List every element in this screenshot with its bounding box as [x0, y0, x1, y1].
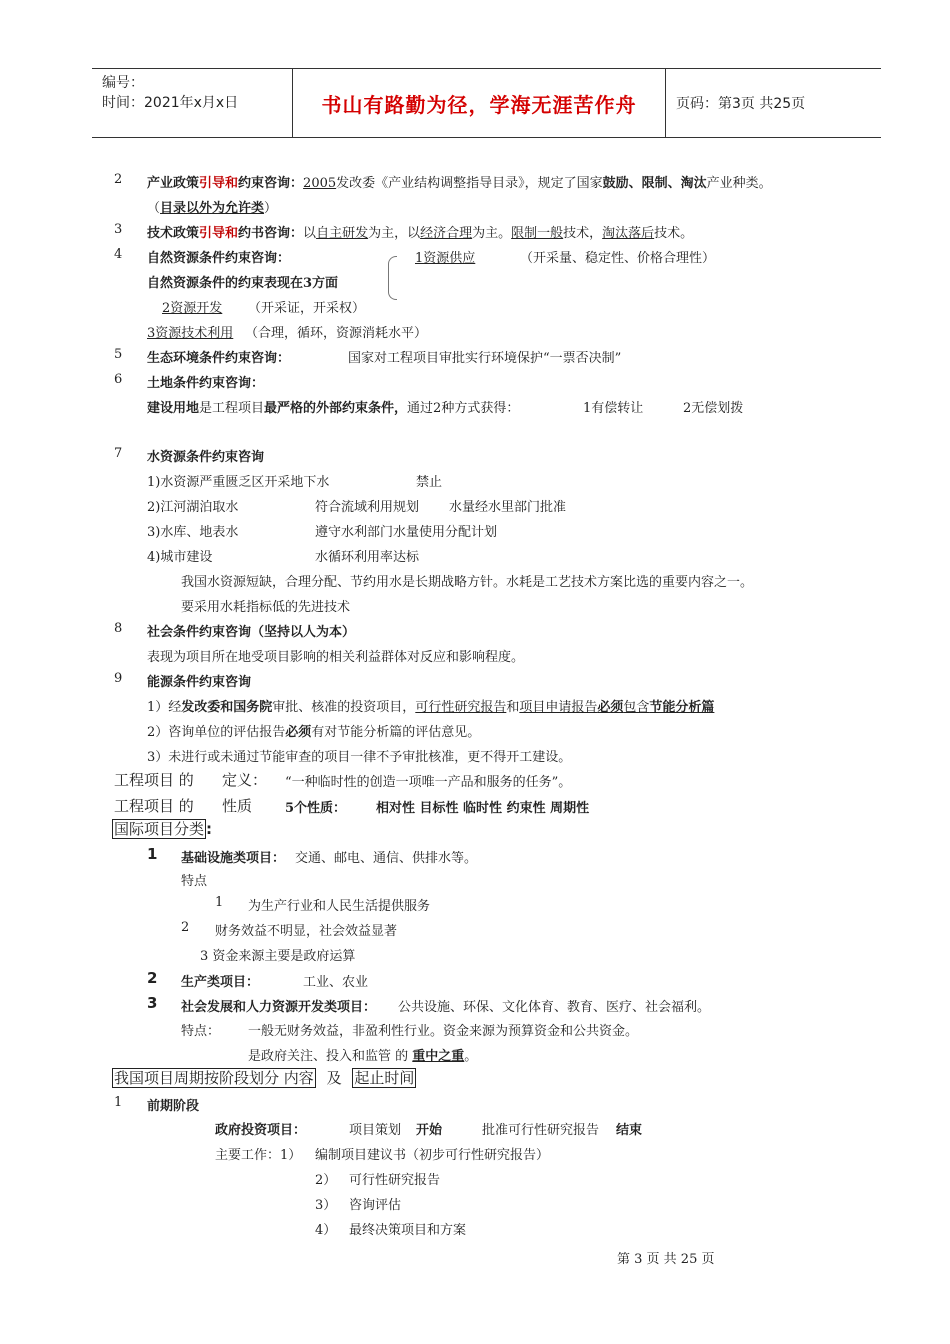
definition-label: 工程项目 的 [114, 771, 194, 789]
main-work-1: 编制项目建议书（初步可行性研究报告） [315, 1148, 550, 1163]
cycle-phase-title: 前期阶段 [147, 1099, 200, 1114]
natural-resources-title: 自然资源条件约束咨询： [147, 251, 291, 266]
header-meta-cell [92, 69, 293, 137]
resource-item-2-note: （开采证，开采权） [248, 301, 366, 316]
page-footer: 第 3 页 共 25 页 [617, 1252, 715, 1267]
gov-start-item: 项目策划 [349, 1123, 402, 1138]
section-number: 6 [114, 372, 123, 387]
intl-item-2-number: 2 [147, 969, 158, 987]
brace-bracket [388, 256, 397, 300]
main-work-4-number: 4） [315, 1223, 337, 1238]
intl-feature-label: 特点 [181, 874, 208, 889]
land-title: 土地条件约束咨询： [147, 376, 265, 391]
water-title: 水资源条件约束咨询 [147, 450, 265, 465]
intl-item-1-number: 1 [147, 845, 158, 863]
resource-item-2: 2资源开发 [162, 301, 223, 316]
doc-date: 时间：2021年x月x日 [102, 95, 239, 111]
main-work-label: 主要工作：1） [215, 1148, 302, 1163]
main-work-3-number: 3） [315, 1198, 337, 1213]
natural-resources-subtitle: 自然资源条件的约束表现在3方面 [147, 276, 339, 291]
intl-feature3: 是政府关注、投入和监管 的 重中之重。 [248, 1049, 478, 1064]
main-work-2-number: 2） [315, 1173, 337, 1188]
definition-text: “一种临时性的创造一项唯一产品和服务的任务”。 [285, 775, 572, 790]
water-row-1-b: 禁止 [416, 475, 443, 490]
intl-feature2-text: 一般无财务效益，非盈利性行业。资金来源为预算资金和公共资金。 [248, 1024, 639, 1039]
intl-item-1-title: 基础设施类项目： [181, 851, 286, 866]
doc-number: 编号： [102, 75, 144, 91]
page-header [92, 68, 881, 138]
ecology-text: 国家对工程项目审批实行环境保护“一票否决制” [348, 351, 622, 366]
land-method-2: 2无偿划拨 [683, 401, 744, 416]
land-text: 建设用地是工程项目最严格的外部约束条件，通过2种方式获得： [147, 401, 520, 416]
page-info: 页码：第3页 共25页 [676, 96, 806, 112]
social-text: 表现为项目所在地受项目影响的相关利益群体对反应和影响程度。 [147, 650, 525, 665]
section-number: 2 [114, 172, 123, 187]
nature-items: 相对性 目标性 临时性 约束性 周期性 [376, 801, 590, 816]
resource-item-3: 3资源技术利用 [147, 326, 234, 341]
nature-label-2: 性质 [222, 797, 253, 815]
intl-feature-1: 为生产行业和人民生活提供服务 [248, 899, 431, 914]
energy-line-3: 3）未进行或未通过节能审查的项目一律不予审批核准，更不得开工建设。 [147, 750, 572, 765]
gov-end-label: 结束 [616, 1123, 643, 1138]
resource-item-3-note: （合理，循环，资源消耗水平） [245, 326, 428, 341]
intl-feature-1-number: 1 [215, 895, 224, 910]
cycle-phase-number: 1 [114, 1095, 123, 1110]
section-number: 4 [114, 247, 123, 262]
intl-heading: 国际项目分类 : [114, 820, 213, 838]
intl-item-1-text: 交通、邮电、通信、供排水等。 [295, 851, 478, 866]
energy-line-2: 2）咨询单位的评估报告必须有对节能分析篇的评估意见。 [147, 725, 481, 740]
gov-start-label: 开始 [416, 1123, 443, 1138]
water-row-2-b: 符合流域利用规划 [315, 500, 420, 515]
water-row-2-a: 2)江河湖泊取水 [147, 500, 239, 515]
intl-item-3-text: 公共设施、环保、文化体育、教育、医疗、社会福利。 [398, 1000, 711, 1015]
water-row-3-b: 遵守水利部门水量使用分配计划 [315, 525, 498, 540]
section-number: 3 [114, 222, 123, 237]
header-motto-cell [293, 69, 666, 137]
water-note-2: 要采用水耗指标低的先进技术 [181, 600, 351, 615]
intl-feature-3: 3 资金来源主要是政府运算 [200, 949, 356, 964]
intl-item-3-title: 社会发展和人力资源开发类项目： [181, 1000, 377, 1015]
resource-item-1: 1资源供应 [415, 251, 476, 266]
resource-item-1-note: （开采量、稳定性、价格合理性） [520, 251, 716, 266]
water-row-3-a: 3)水库、地表水 [147, 525, 239, 540]
header-page-cell [666, 69, 891, 137]
section-industry-policy: 产业政策引导和约束咨询：2005发改委《产业结构调整指导目录》，规定了国家鼓励、限制、淘汰产业种类。 [147, 176, 772, 191]
industry-policy-note: （目录以外为允许类） [147, 201, 278, 216]
social-title: 社会条件约束咨询（坚持以人为本） [147, 625, 356, 640]
intl-item-2-title: 生产类项目： [181, 975, 260, 990]
energy-line-1: 1）经发改委和国务院审批、核准的投资项目，可行性研究报告和项目申请报告必须包含节能分析篇 [147, 700, 715, 715]
land-method-1: 1有偿转让 [583, 401, 644, 416]
water-row-4-b: 水循环利用率达标 [315, 550, 420, 565]
intl-feature-2: 财务效益不明显，社会效益显著 [215, 924, 398, 939]
water-row-2-c: 水量经水里部门批准 [449, 500, 567, 515]
intl-feature2-label: 特点： [181, 1024, 221, 1039]
ecology-title: 生态环境条件约束咨询： [147, 351, 291, 366]
section-number: 7 [114, 446, 123, 461]
main-work-3: 咨询评估 [349, 1198, 402, 1213]
water-note-1: 我国水资源短缺，合理分配、节约用水是长期战略方针。水耗是工艺技术方案比选的重要内容之一。 [181, 575, 754, 590]
cycle-heading: 我国项目周期按阶段划分 内容 及 起止时间 [114, 1069, 415, 1087]
section-number: 8 [114, 621, 123, 636]
gov-end-item: 批准可行性研究报告 [482, 1123, 600, 1138]
intl-item-2-text: 工业、农业 [303, 975, 369, 990]
nature-count: 5个性质： [285, 801, 347, 816]
main-work-2: 可行性研究报告 [349, 1173, 441, 1188]
section-number: 9 [114, 671, 123, 686]
section-tech-policy: 技术政策引导和约书咨询：以自主研发为主，以经济合理为主。限制一般技术，淘汰落后技术。 [147, 226, 694, 241]
section-number: 5 [114, 347, 123, 362]
main-work-4: 最终决策项目和方案 [349, 1223, 467, 1238]
energy-title: 能源条件约束咨询 [147, 675, 252, 690]
definition-label-2: 定义： [222, 771, 268, 789]
water-row-4-a: 4)城市建设 [147, 550, 213, 565]
nature-label: 工程项目 的 [114, 797, 194, 815]
motto: 书山有路勤为径，学海无涯苦作舟 [321, 92, 637, 117]
intl-item-3-number: 3 [147, 994, 158, 1012]
gov-project-label: 政府投资项目： [215, 1123, 307, 1138]
intl-feature-2-number: 2 [181, 920, 190, 935]
water-row-1-a: 1)水资源严重匮乏区开采地下水 [147, 475, 330, 490]
